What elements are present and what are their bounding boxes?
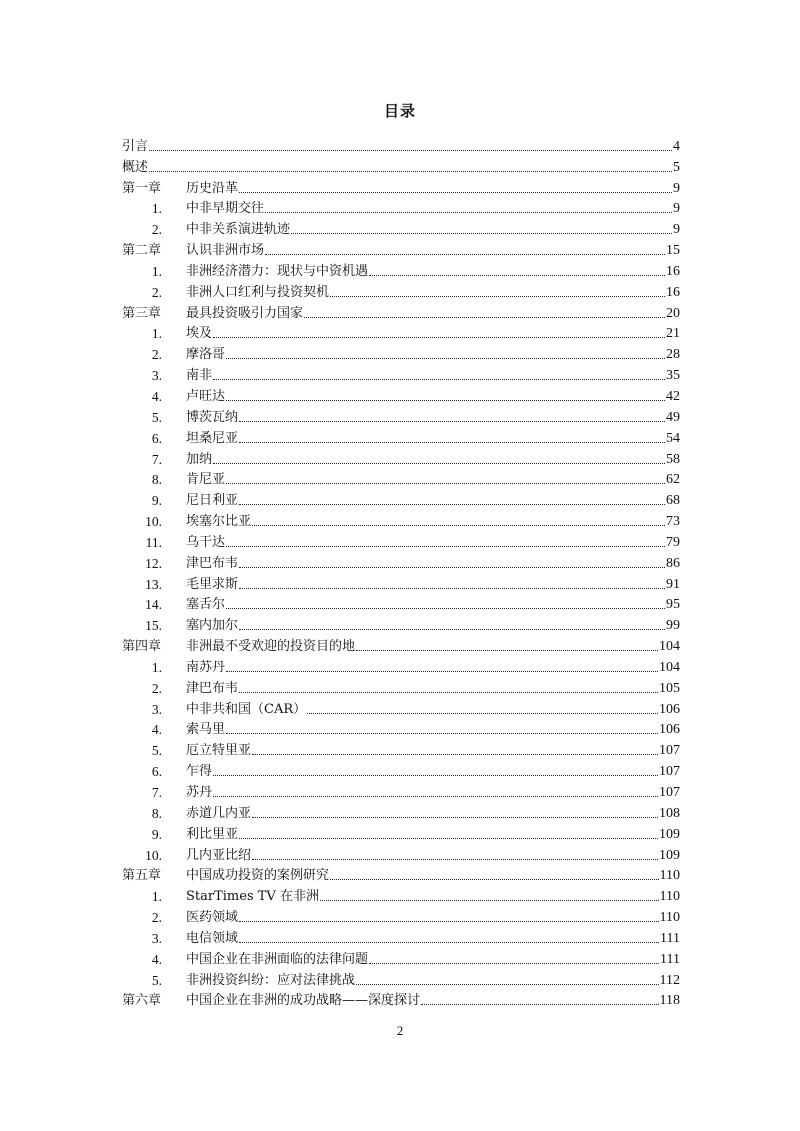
entry-title: 中国企业在非洲的成功战略——深度探讨: [186, 993, 421, 1009]
toc-chapter-entry[interactable]: [122, 237, 680, 258]
toc-chapter-entry[interactable]: [122, 175, 680, 196]
toc-entry-label: [122, 827, 238, 842]
toc-entry-label: [122, 702, 306, 717]
section-number: 6.: [151, 764, 162, 780]
section-number: 12.: [145, 555, 162, 571]
toc-entry-label: [122, 368, 212, 383]
toc-entry-label: [122, 431, 238, 446]
entry-title: 非洲最不受欢迎的投资目的地: [186, 639, 356, 655]
toc-entry-label: [122, 993, 420, 1008]
entry-page-number: 16: [666, 263, 680, 279]
dot-leader: [252, 753, 658, 755]
entry-title: 苏丹: [186, 785, 213, 800]
dot-leader: [320, 899, 659, 901]
entry-page-number: 106: [659, 722, 680, 738]
toc-subentry[interactable]: [122, 425, 680, 446]
section-number: 5.: [151, 972, 162, 988]
toc-entry-label: [122, 618, 238, 633]
section-number: 6.: [151, 430, 162, 446]
toc-entry[interactable]: [122, 133, 680, 154]
entry-title: 尼日利亚: [186, 493, 239, 509]
dot-leader: [226, 670, 658, 672]
toc-entry-label: [122, 577, 238, 592]
toc-subentry[interactable]: [122, 779, 680, 800]
dot-leader: [226, 357, 665, 359]
entry-page-number: 104: [659, 659, 680, 675]
entry-title: 非洲经济潜力：现状与中资机遇: [186, 263, 369, 279]
dot-leader: [239, 920, 659, 922]
entry-title: 埃及: [186, 326, 213, 342]
entry-page-number: 86: [666, 555, 680, 571]
toc-subentry[interactable]: [122, 508, 680, 529]
toc-subentry[interactable]: [122, 571, 680, 592]
chapter-number: 第四章: [122, 639, 162, 655]
section-number: 1.: [151, 659, 162, 675]
entry-title: 非洲投资纠纷：应对法律挑战: [186, 972, 356, 988]
dot-leader: [307, 712, 658, 714]
toc-entry-label: [122, 681, 238, 696]
toc-entry-label: [122, 389, 225, 404]
dot-leader: [265, 253, 665, 255]
entry-title: 索马里: [186, 722, 226, 738]
dot-leader: [239, 191, 672, 193]
section-number: 1.: [151, 201, 162, 217]
entry-title: 中国成功投资的案例研究: [186, 868, 330, 884]
toc-entry-label: [122, 201, 264, 216]
dot-leader: [213, 378, 665, 380]
entry-title: 南苏丹: [186, 659, 226, 675]
toc-entry-label: [122, 764, 212, 779]
toc-subentry[interactable]: [122, 842, 680, 863]
entry-page-number: 42: [666, 388, 680, 404]
dot-leader: [356, 649, 658, 651]
toc-entry-label: [122, 910, 238, 925]
entry-title: 塞舌尔: [186, 597, 226, 613]
toc-entry-label: [122, 597, 225, 612]
entry-title: 历史沿革: [186, 180, 239, 196]
entry-page-number: 79: [666, 534, 680, 550]
toc-subentry[interactable]: [122, 321, 680, 342]
section-number: 2.: [151, 284, 162, 300]
toc-chapter-entry[interactable]: [122, 988, 680, 1009]
toc-chapter-entry[interactable]: [122, 863, 680, 884]
toc-subentry[interactable]: [122, 612, 680, 633]
dot-leader: [226, 732, 658, 734]
entry-title: 概述: [122, 159, 149, 175]
entry-page-number: 4: [673, 138, 680, 154]
section-number: 9.: [151, 493, 162, 509]
entry-title: 几内亚比绍: [186, 847, 252, 863]
entry-page-number: 9: [673, 201, 680, 217]
section-number: 1.: [151, 889, 162, 905]
entry-title: 毛里求斯: [186, 576, 239, 592]
entry-page-number: 108: [659, 805, 680, 821]
dot-leader: [226, 607, 665, 609]
entry-page-number: 58: [666, 451, 680, 467]
toc-subentry[interactable]: [122, 216, 680, 237]
section-number: 9.: [151, 826, 162, 842]
entry-page-number: 109: [659, 826, 680, 842]
entry-page-number: 112: [659, 972, 680, 988]
toc-entry-label: [122, 931, 238, 946]
dot-leader: [265, 211, 672, 213]
toc-entry-label: [122, 722, 225, 737]
dot-leader: [226, 545, 665, 547]
section-number: 3.: [151, 701, 162, 717]
toc-entry-label: [122, 243, 264, 258]
entry-title: 认识非洲市场: [186, 243, 265, 259]
toc-list: [122, 133, 680, 1008]
toc-entry-label: [122, 410, 238, 425]
entry-page-number: 68: [666, 493, 680, 509]
toc-entry-label: [122, 514, 251, 529]
entry-title: 塞内加尔: [186, 618, 239, 634]
entry-title: 津巴布韦: [186, 555, 239, 571]
entry-page-number: 109: [659, 847, 680, 863]
toc-entry-label: [122, 889, 319, 904]
entry-title: 医药领域: [186, 910, 239, 926]
section-number: 3.: [151, 930, 162, 946]
entry-title: 引言: [122, 138, 149, 154]
toc-subentry[interactable]: [122, 487, 680, 508]
dot-leader: [356, 983, 659, 985]
chapter-number: 第一章: [122, 180, 162, 196]
dot-leader: [149, 170, 672, 172]
entry-page-number: 9: [673, 222, 680, 238]
toc-entry-label: [122, 306, 303, 321]
toc-title: 目录: [383, 102, 416, 120]
dot-leader: [304, 316, 665, 318]
section-number: 4.: [151, 388, 162, 404]
toc-subentry[interactable]: [122, 592, 680, 613]
toc-entry-label: [122, 347, 225, 362]
toc-entry-label: [122, 806, 251, 821]
dot-leader: [291, 232, 672, 234]
toc-entry-label: [122, 973, 355, 988]
entry-page-number: 99: [666, 618, 680, 634]
dot-leader: [149, 149, 672, 151]
toc-subentry[interactable]: [122, 696, 680, 717]
entry-page-number: 111: [660, 930, 680, 946]
entry-page-number: 107: [659, 785, 680, 800]
dot-leader: [239, 941, 659, 943]
dot-leader: [239, 420, 665, 422]
entry-page-number: 20: [666, 305, 680, 321]
dot-leader: [226, 482, 665, 484]
entry-title: 津巴布韦: [186, 680, 239, 696]
toc-subentry[interactable]: [122, 383, 680, 404]
dot-leader: [213, 774, 658, 776]
entry-page-number: 110: [659, 910, 680, 926]
toc-entry-label: [122, 535, 225, 550]
entry-title: 乌干达: [186, 534, 226, 550]
entry-title: 卢旺达: [186, 388, 226, 404]
dot-leader: [330, 878, 659, 880]
entry-title: 厄立特里亚: [186, 743, 252, 759]
entry-page-number: 110: [659, 868, 680, 884]
entry-title: 坦桑尼亚: [186, 430, 239, 446]
toc-entry-label: [122, 222, 290, 237]
entry-page-number: 5: [673, 159, 680, 175]
toc-entry-label: [122, 472, 225, 487]
dot-leader: [252, 524, 665, 526]
toc-subentry[interactable]: [122, 967, 680, 988]
entry-page-number: 9: [673, 180, 680, 196]
toc-subentry[interactable]: [122, 196, 680, 217]
entry-page-number: 62: [666, 472, 680, 488]
toc-chapter-entry[interactable]: [122, 633, 680, 654]
entry-title: 乍得: [186, 764, 213, 780]
dot-leader: [239, 691, 658, 693]
section-number: 15.: [145, 618, 162, 634]
dot-leader: [369, 962, 659, 964]
toc-entry-label: [122, 326, 212, 341]
dot-leader: [213, 336, 665, 338]
toc-subentry[interactable]: [122, 279, 680, 300]
section-number: 3.: [151, 368, 162, 384]
dot-leader: [239, 503, 665, 505]
entry-title: 加纳: [186, 451, 213, 467]
entry-page-number: 73: [666, 514, 680, 530]
entry-page-number: 49: [666, 409, 680, 425]
section-number: 14.: [145, 597, 162, 613]
entry-page-number: 111: [660, 951, 680, 967]
toc-subentry[interactable]: [122, 529, 680, 550]
toc-entry-label: [122, 868, 329, 883]
dot-leader: [239, 566, 665, 568]
entry-title: 中非关系演进轨迹: [186, 222, 291, 238]
chapter-number: 第二章: [122, 243, 162, 259]
entry-title: 南非: [186, 368, 213, 384]
entry-page-number: 54: [666, 430, 680, 446]
toc-subentry[interactable]: [122, 717, 680, 738]
chapter-number: 第五章: [122, 868, 162, 884]
toc-chapter-entry[interactable]: [122, 300, 680, 321]
entry-title: 最具投资吸引力国家: [186, 305, 304, 321]
section-number: 2.: [151, 680, 162, 696]
toc-subentry[interactable]: [122, 675, 680, 696]
entry-page-number: 28: [666, 347, 680, 363]
dot-leader: [239, 587, 665, 589]
section-number: 8.: [151, 805, 162, 821]
section-number: 10.: [145, 514, 162, 530]
toc-subentry[interactable]: [122, 946, 680, 967]
dot-leader: [330, 295, 665, 297]
toc-subentry[interactable]: [122, 904, 680, 925]
section-number: 2.: [151, 222, 162, 238]
entry-title: 摩洛哥: [186, 347, 226, 363]
toc-entry-label: [122, 181, 238, 196]
section-number: 4.: [151, 722, 162, 738]
dot-leader: [239, 628, 665, 630]
dot-leader: [213, 462, 665, 464]
section-number: 10.: [145, 847, 162, 863]
toc-entry-label: [122, 493, 238, 508]
section-number: 5.: [151, 409, 162, 425]
toc-entry[interactable]: [122, 154, 680, 175]
entry-page-number: 107: [659, 743, 680, 759]
toc-entry-label: [122, 285, 329, 300]
entry-page-number: 104: [659, 639, 680, 655]
dot-leader: [252, 858, 658, 860]
toc-subentry[interactable]: [122, 341, 680, 362]
toc-entry-label: [122, 639, 355, 654]
entry-page-number: 91: [666, 576, 680, 592]
entry-page-number: 118: [659, 993, 680, 1009]
toc-entry-label: [122, 952, 368, 967]
entry-page-number: 110: [659, 889, 680, 905]
section-number: 11.: [145, 534, 162, 550]
section-number: 13.: [145, 576, 162, 592]
dot-leader: [252, 816, 658, 818]
entry-title: 利比里亚: [186, 826, 239, 842]
toc-entry-label: [122, 743, 251, 758]
toc-subentry[interactable]: [122, 925, 680, 946]
toc-subentry[interactable]: [122, 362, 680, 383]
toc-subentry[interactable]: [122, 883, 680, 904]
dot-leader: [369, 274, 665, 276]
entry-title: 肯尼亚: [186, 472, 226, 488]
toc-entry-label: [122, 556, 238, 571]
entry-page-number: 15: [666, 243, 680, 259]
entry-title: 电信领域: [186, 930, 239, 946]
section-number: 2.: [151, 910, 162, 926]
toc-entry-label: [122, 160, 148, 175]
entry-title: 中国企业在非洲面临的法律问题: [186, 951, 369, 967]
dot-leader: [226, 399, 665, 401]
toc-subentry[interactable]: [122, 404, 680, 425]
entry-title: 博茨瓦纳: [186, 409, 239, 425]
entry-title: 非洲人口红利与投资契机: [186, 284, 330, 300]
page-number: 2: [396, 1023, 404, 1038]
toc-entry-label: [122, 660, 225, 675]
section-number: 1.: [151, 326, 162, 342]
chapter-number: 第三章: [122, 305, 162, 321]
entry-page-number: 105: [659, 680, 680, 696]
section-number: 4.: [151, 951, 162, 967]
entry-page-number: 106: [659, 701, 680, 717]
toc-entry-label: [122, 139, 148, 154]
toc-subentry[interactable]: [122, 654, 680, 675]
entry-title: StarTimes TV 在非洲: [186, 889, 319, 905]
dot-leader: [239, 837, 658, 839]
entry-title: 赤道几内亚: [186, 805, 252, 821]
entry-page-number: 16: [666, 284, 680, 300]
dot-leader: [239, 441, 665, 443]
toc-subentry[interactable]: [122, 800, 680, 821]
toc-entry-label: [122, 264, 368, 279]
section-number: 5.: [151, 743, 162, 759]
entry-page-number: 107: [659, 764, 680, 780]
toc-subentry[interactable]: [122, 821, 680, 842]
section-number: 1.: [151, 263, 162, 279]
toc-subentry[interactable]: [122, 258, 680, 279]
entry-page-number: 21: [666, 326, 680, 342]
toc-subentry[interactable]: [122, 758, 680, 779]
chapter-number: 第六章: [122, 993, 162, 1009]
toc-entry-label: [122, 452, 212, 467]
entry-page-number: 35: [666, 368, 680, 384]
toc-subentry[interactable]: [122, 446, 680, 467]
section-number: 8.: [151, 472, 162, 488]
dot-leader: [213, 795, 658, 797]
entry-title: 埃塞尔比亚: [186, 514, 252, 530]
entry-title: 中非早期交往: [186, 201, 265, 217]
entry-page-number: 95: [666, 597, 680, 613]
entry-title: 中非共和国（CAR）: [186, 701, 307, 717]
toc-subentry[interactable]: [122, 737, 680, 758]
section-number: 7.: [151, 785, 162, 800]
dot-leader: [421, 1003, 659, 1005]
section-number: 7.: [151, 451, 162, 467]
toc-entry-label: [122, 785, 212, 800]
toc-subentry[interactable]: [122, 467, 680, 488]
section-number: 2.: [151, 347, 162, 363]
toc-entry-label: [122, 848, 251, 863]
toc-subentry[interactable]: [122, 550, 680, 571]
